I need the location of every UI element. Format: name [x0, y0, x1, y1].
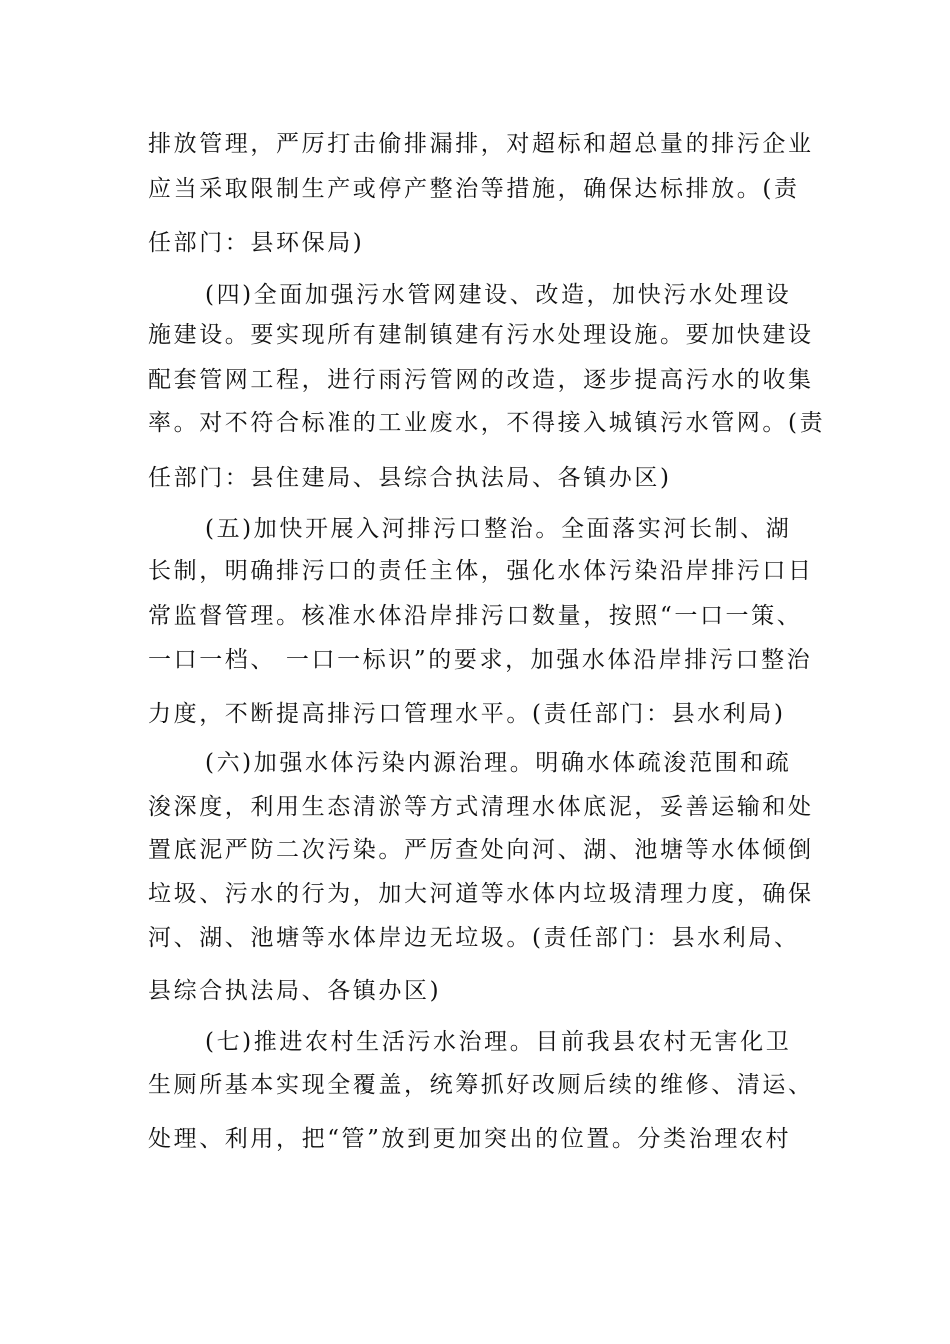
- text-line: 浚深度，利用生态清淤等方式清理水体底泥，妥善运输和处: [148, 794, 814, 820]
- paragraph-start-line: (五)加快开展入河排污口整治。全面落实河长制、湖: [205, 516, 792, 542]
- text-line: 配套管网工程，进行雨污管网的改造，逐步提高污水的收集: [148, 367, 814, 393]
- paragraph-start-line: (七)推进农村生活污水治理。目前我县农村无害化卫: [205, 1029, 792, 1055]
- text-line: 置底泥严防二次污染。严厉查处向河、湖、池塘等水体倾倒: [148, 837, 814, 863]
- paragraph-start-line: (六)加强水体污染内源治理。明确水体疏浚范围和疏: [205, 750, 792, 776]
- text-line: 垃圾、污水的行为，加大河道等水体内垃圾清理力度，确保: [148, 881, 814, 907]
- text-line: 河、湖、池塘等水体岸边无垃圾。(责任部门：县水利局、: [148, 925, 800, 951]
- text-line: 生厕所基本实现全覆盖，统筹抓好改厕后续的维修、清运、: [148, 1072, 814, 1098]
- text-line: 县综合执法局、各镇办区): [148, 978, 442, 1004]
- text-line: 长制，明确排污口的责任主体，强化水体污染沿岸排污口日: [148, 558, 814, 584]
- text-line: 常监督管理。核准水体沿岸排污口数量，按照“一口一策、: [148, 603, 803, 629]
- text-line: 排放管理，严厉打击偷排漏排，对超标和超总量的排污企业: [148, 131, 814, 157]
- text-line: 处理、利用，把“管”放到更加突出的位置。分类治理农村: [148, 1126, 792, 1152]
- text-line: 力度，不断提高排污口管理水平。(责任部门：县水利局): [148, 701, 786, 727]
- text-line: 应当采取限制生产或停产整治等措施，确保达标排放。(责: [148, 176, 800, 202]
- text-line: 任部门：县环保局): [148, 230, 365, 256]
- text-line: 任部门：县住建局、县综合执法局、各镇办区): [148, 465, 672, 491]
- text-line: 施建设。要实现所有建制镇建有污水处理设施。要加快建设: [148, 322, 814, 348]
- text-line: 一口一档、 一口一标识”的要求，加强水体沿岸排污口整治: [148, 647, 813, 673]
- text-line: 率。对不符合标准的工业废水，不得接入城镇污水管网。(责: [148, 410, 826, 436]
- paragraph-start-line: (四)全面加强污水管网建设、改造，加快污水处理设: [205, 282, 792, 308]
